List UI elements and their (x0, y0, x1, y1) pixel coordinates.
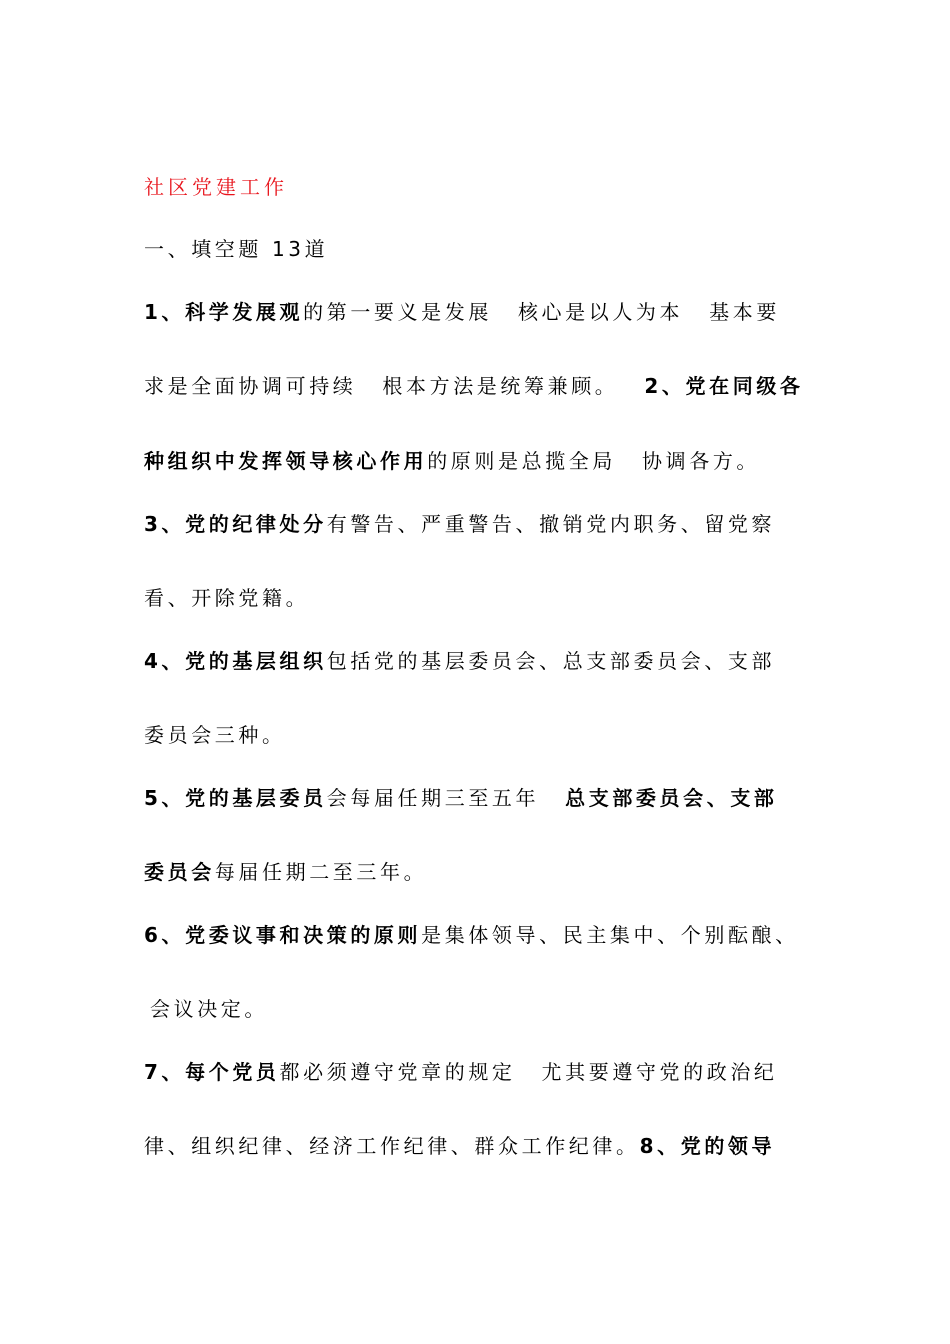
section-heading: 一、填空题 13道 (144, 237, 329, 261)
paragraph-line-11 (150, 996, 268, 1022)
item-1-text-2: 核心是以人为本 (517, 300, 684, 324)
item-1-text-4: 求是全面协调可持续 (144, 374, 357, 398)
item-7-text: 都必须遵守党章的规定 (279, 1060, 516, 1084)
item-5-term: 5、党的基层委员 (144, 786, 327, 810)
item-2-text: 的原则是总揽全局 (427, 449, 617, 473)
item-4-term: 4、党的基层组织 (144, 649, 327, 673)
item-5-term-3: 委员会 (144, 860, 215, 884)
document-title: 社区党建工作 (144, 175, 288, 199)
item-1-text-5: 根本方法是统筹兼顾。 (382, 374, 619, 398)
item-7-text-2: 尤其要遵守党的政治纪 (541, 1060, 778, 1084)
paragraph-line-2 (144, 373, 804, 399)
paragraph-line-7 (144, 722, 286, 748)
paragraph-line-12 (144, 1059, 778, 1085)
item-8-term: 8、党的领导 (639, 1134, 776, 1158)
item-7-text-3: 律、组织纪律、经济工作纪律、群众工作纪律。 (144, 1134, 640, 1158)
item-7-term: 7、每个党员 (144, 1060, 280, 1084)
paragraph-line-4 (144, 511, 775, 537)
item-5-text: 会每届任期三至五年 (326, 786, 540, 810)
item-1-text-3: 基本要 (709, 300, 780, 324)
item-2-text-2: 协调各方。 (642, 449, 761, 473)
item-6-text-2: 会议决定。 (150, 997, 268, 1021)
paragraph-line-5 (144, 585, 309, 611)
item-2-term: 2、党在同级各 (644, 374, 804, 398)
item-1-text: 的第一要义是发展 (303, 300, 492, 324)
item-5-text-2: 每届任期二至三年。 (214, 860, 428, 884)
paragraph-line-8 (144, 785, 778, 811)
paragraph-line-9 (144, 859, 427, 885)
item-5-term-2: 总支部委员会、支部 (565, 786, 778, 810)
item-6-text: 是集体领导、民主集中、个别酝酿、 (421, 923, 799, 947)
item-2-term-2: 种组织中发挥领导核心作用 (144, 449, 428, 473)
paragraph-line-10 (144, 922, 799, 948)
item-6-term: 6、党委议事和决策的原则 (144, 923, 422, 947)
item-4-text: 包括党的基层委员会、总支部委员会、支部 (326, 649, 776, 673)
paragraph-line-6 (144, 648, 775, 674)
item-3-term: 3、党的纪律处分 (144, 512, 327, 536)
item-3-text: 有警告、严重警告、撤销党内职务、留党察 (326, 512, 776, 536)
paragraph-line-3 (144, 448, 760, 474)
item-1-term: 1、科学发展观 (144, 300, 304, 324)
item-3-text-2: 看、开除党籍。 (144, 586, 310, 610)
paragraph-line-1 (144, 299, 780, 325)
paragraph-line-13 (144, 1133, 775, 1159)
item-4-text-2: 委员会三种。 (144, 723, 286, 747)
